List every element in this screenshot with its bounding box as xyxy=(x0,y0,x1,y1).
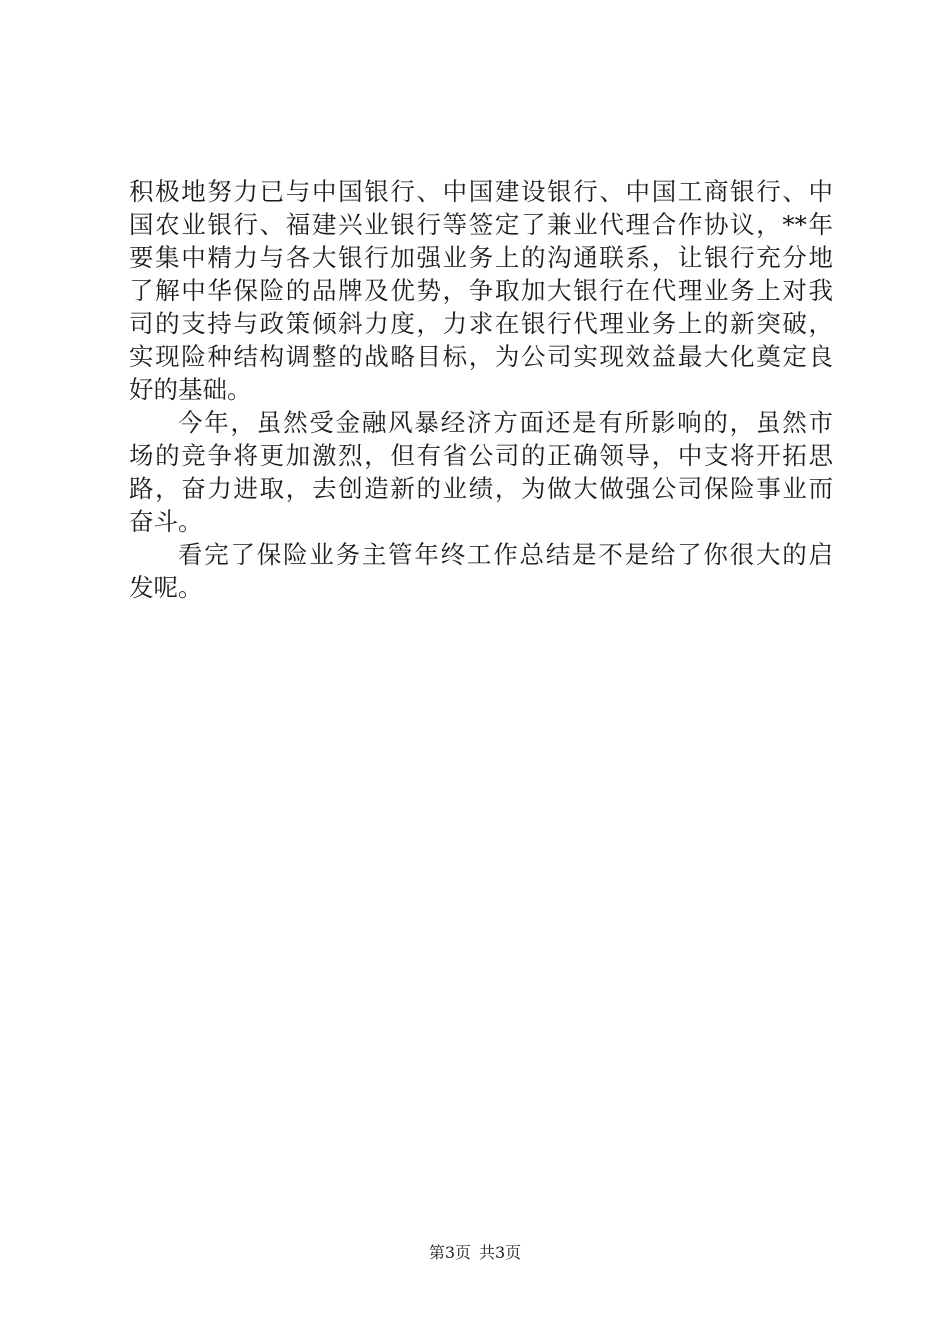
text-line: 要集中精力与各大银行加强业务上的沟通联系，让银行充分地 xyxy=(129,243,833,272)
text-line: 奋斗。 xyxy=(129,507,203,536)
text-line: 实现险种结构调整的战略目标，为公司实现效益最大化奠定良 xyxy=(129,342,833,371)
text-line: 了解中华保险的品牌及优势，争取加大银行在代理业务上对我 xyxy=(129,276,833,305)
text-line: 看完了保险业务主管年终工作总结是不是给了你很大的启 xyxy=(178,540,833,569)
text-line: 发呢。 xyxy=(129,573,203,602)
text-line: 场的竞争将更加激烈，但有省公司的正确领导，中支将开拓思 xyxy=(129,441,833,470)
text-line: 今年，虽然受金融风暴经济方面还是有所影响的，虽然市 xyxy=(178,408,833,437)
text-line: 国农业银行、福建兴业银行等签定了兼业代理合作协议，**年 xyxy=(129,210,833,239)
paragraph-this-year xyxy=(129,406,833,538)
text-line: 路，奋力进取，去创造新的业绩，为做大做强公司保险事业而 xyxy=(129,474,833,503)
page-number: 第3页 xyxy=(428,1243,471,1262)
paragraph-closing xyxy=(129,538,833,604)
document-body xyxy=(129,175,833,604)
page-total: 共3页 xyxy=(479,1243,522,1262)
paragraph-bank-cooperation xyxy=(129,175,833,406)
text-line: 好的基础。 xyxy=(129,375,252,404)
page-footer xyxy=(0,1242,950,1264)
text-line: 积极地努力已与中国银行、中国建设银行、中国工商银行、中 xyxy=(129,177,833,206)
text-line: 司的支持与政策倾斜力度，力求在银行代理业务上的新突破， xyxy=(129,309,833,338)
